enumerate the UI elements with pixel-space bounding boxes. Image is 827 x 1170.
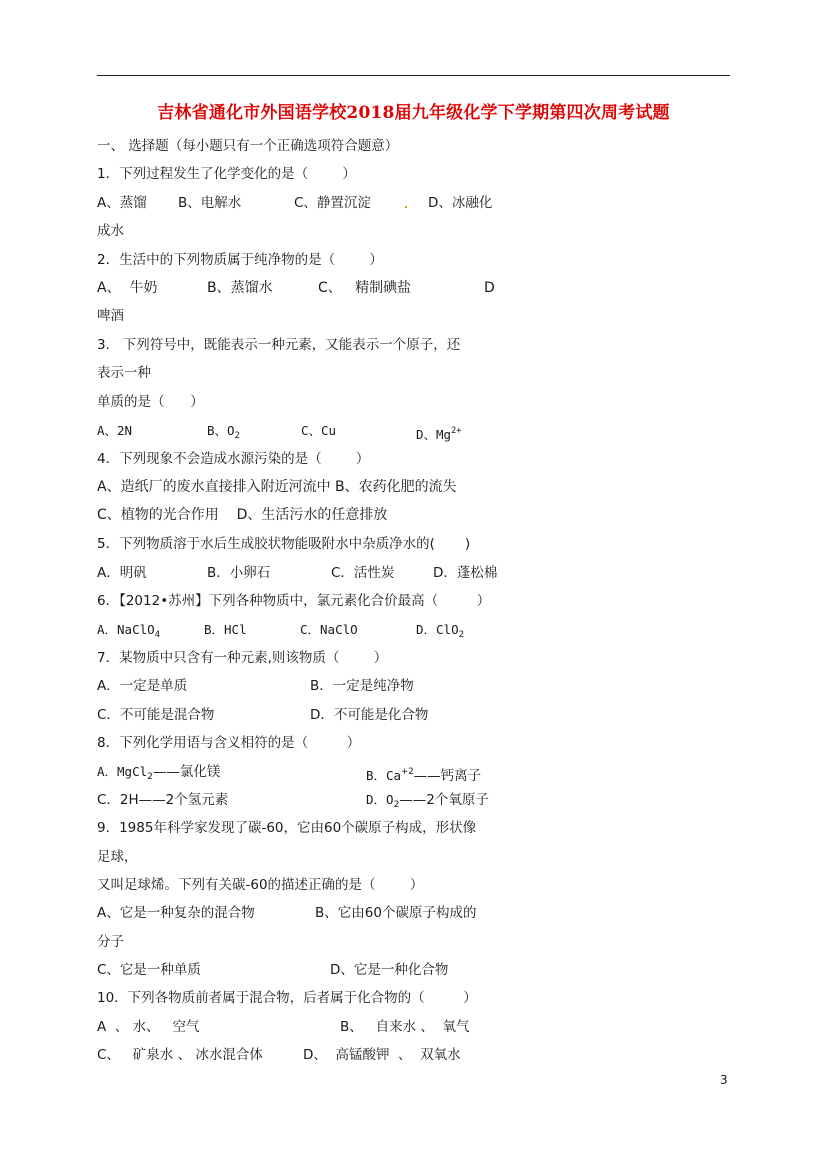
q6-option-b: B．HCl bbox=[204, 622, 247, 637]
q9-option-b: B、它由60个碳原子构成的 bbox=[315, 905, 477, 921]
q7-option-c: C．不可能是混合物 bbox=[97, 707, 215, 723]
q3-option-a: A、2N bbox=[97, 423, 133, 438]
q2-stem: 2．生活中的下列物质属于纯净物的是（ ） bbox=[97, 252, 383, 268]
q2-option-d: D bbox=[484, 280, 495, 296]
q3-stem-cont: 表示一种 bbox=[97, 365, 151, 381]
q2-option-b: B、蒸馏水 bbox=[207, 280, 273, 296]
q10-option-b: B、 自来水 、 氧气 bbox=[340, 1019, 470, 1035]
q1-option-d-cont: 成水 bbox=[97, 223, 124, 239]
q10-stem: 10．下列各物质前者属于混合物，后者属于化合物的（ ） bbox=[97, 990, 477, 1006]
q2-option-c: C、 精制碘盐 bbox=[318, 280, 412, 296]
q1-option-b: B、电解水 bbox=[178, 195, 242, 211]
q6-option-c: C．NaClO bbox=[300, 622, 358, 637]
q3-option-d: D、$Mg^{2+}$ bbox=[416, 426, 462, 442]
q9-option-c: C、它是一种单质 bbox=[97, 962, 201, 978]
section-heading: 一、 选择题（每小题只有一个正确选项符合题意） bbox=[97, 138, 399, 154]
q10-option-d: D、 高锰酸钾 、 双氧水 bbox=[303, 1047, 461, 1063]
q9-option-d: D、它是一种化合物 bbox=[330, 962, 449, 978]
q1-stem: 1．下列过程发生了化学变化的是（ ） bbox=[97, 166, 356, 182]
q9-stem-cont2: 又叫足球烯。下列有关碳-60的描述正确的是（ ） bbox=[97, 877, 424, 893]
q3-option-c: C、Cu bbox=[301, 423, 337, 438]
header-rule bbox=[97, 75, 730, 76]
q9-option-a: A、它是一种复杂的混合物 bbox=[97, 905, 255, 921]
q8-option-b: B．$Ca^{+2}——$钙离子 bbox=[366, 767, 482, 784]
q9-stem: 9．1985年科学家发现了碳-60，它由60个碳原子构成，形状像 bbox=[97, 820, 477, 836]
stray-dot bbox=[405, 206, 407, 208]
q5-stem: 5．下列物质溶于水后生成胶状物能吸附水中杂质净水的( ) bbox=[97, 536, 471, 552]
q8-option-d: D．$O_2——2$个氧原子 bbox=[366, 792, 489, 810]
q6-option-d: D．ClO$_2$ bbox=[416, 622, 465, 640]
q3-stem-cont2: 单质的是（ ） bbox=[97, 394, 204, 410]
q2-option-d-cont: 啤酒 bbox=[97, 308, 124, 324]
q10-option-a: A 、 水、 空气 bbox=[97, 1019, 200, 1035]
q8-stem: 8．下列化学用语与含义相符的是（ ） bbox=[97, 735, 361, 751]
q8-option-a: A．MgCl$_2$——氯化镁 bbox=[97, 764, 221, 782]
q5-option-a: A．明矾 bbox=[97, 565, 147, 581]
q5-option-d: D．蓬松棉 bbox=[433, 565, 498, 581]
q10-option-c: C、 矿泉水 、 冰水混合体 bbox=[97, 1047, 263, 1063]
q3-stem: 3. 下列符号中，既能表示一种元素，又能表示一个原子，还 bbox=[97, 337, 461, 353]
q1-option-d: D、冰融化 bbox=[428, 195, 493, 211]
q4-options-cd: C、植物的光合作用 D、生活污水的任意排放 bbox=[97, 507, 388, 523]
q3-option-b: B、$O_2$ bbox=[207, 423, 240, 441]
q2-option-a: A、 牛奶 bbox=[97, 280, 158, 296]
q5-option-b: B．小卵石 bbox=[207, 565, 271, 581]
page-number: 3 bbox=[720, 1073, 728, 1087]
q8-option-c: C．2H——2个氢元素 bbox=[97, 792, 229, 808]
q4-options-ab: A、造纸厂的废水直接排入附近河流中 B、农药化肥的流失 bbox=[97, 479, 457, 495]
q1-option-c: C、静置沉淀 bbox=[294, 195, 371, 211]
q7-option-a: A．一定是单质 bbox=[97, 678, 188, 694]
q7-option-b: B．一定是纯净物 bbox=[310, 678, 414, 694]
q1-option-a: A、蒸馏 bbox=[97, 195, 147, 211]
q7-option-d: D．不可能是化合物 bbox=[310, 707, 429, 723]
q9-option-b-cont: 分子 bbox=[97, 934, 124, 950]
q7-stem: 7．某物质中只含有一种元素,则该物质（ ） bbox=[97, 650, 388, 666]
q5-option-c: C．活性炭 bbox=[331, 565, 395, 581]
q4-stem: 4．下列现象不会造成水源污染的是（ ） bbox=[97, 451, 370, 467]
q6-stem: 6．【2012•苏州】下列各种物质中，氯元素化合价最高（ ） bbox=[97, 593, 491, 609]
q9-stem-cont: 足球， bbox=[97, 849, 138, 865]
q6-option-a: A．NaClO$_4$ bbox=[97, 622, 161, 640]
page-title: 吉林省通化市外国语学校2018届九年级化学下学期第四次周考试题 bbox=[157, 103, 670, 123]
